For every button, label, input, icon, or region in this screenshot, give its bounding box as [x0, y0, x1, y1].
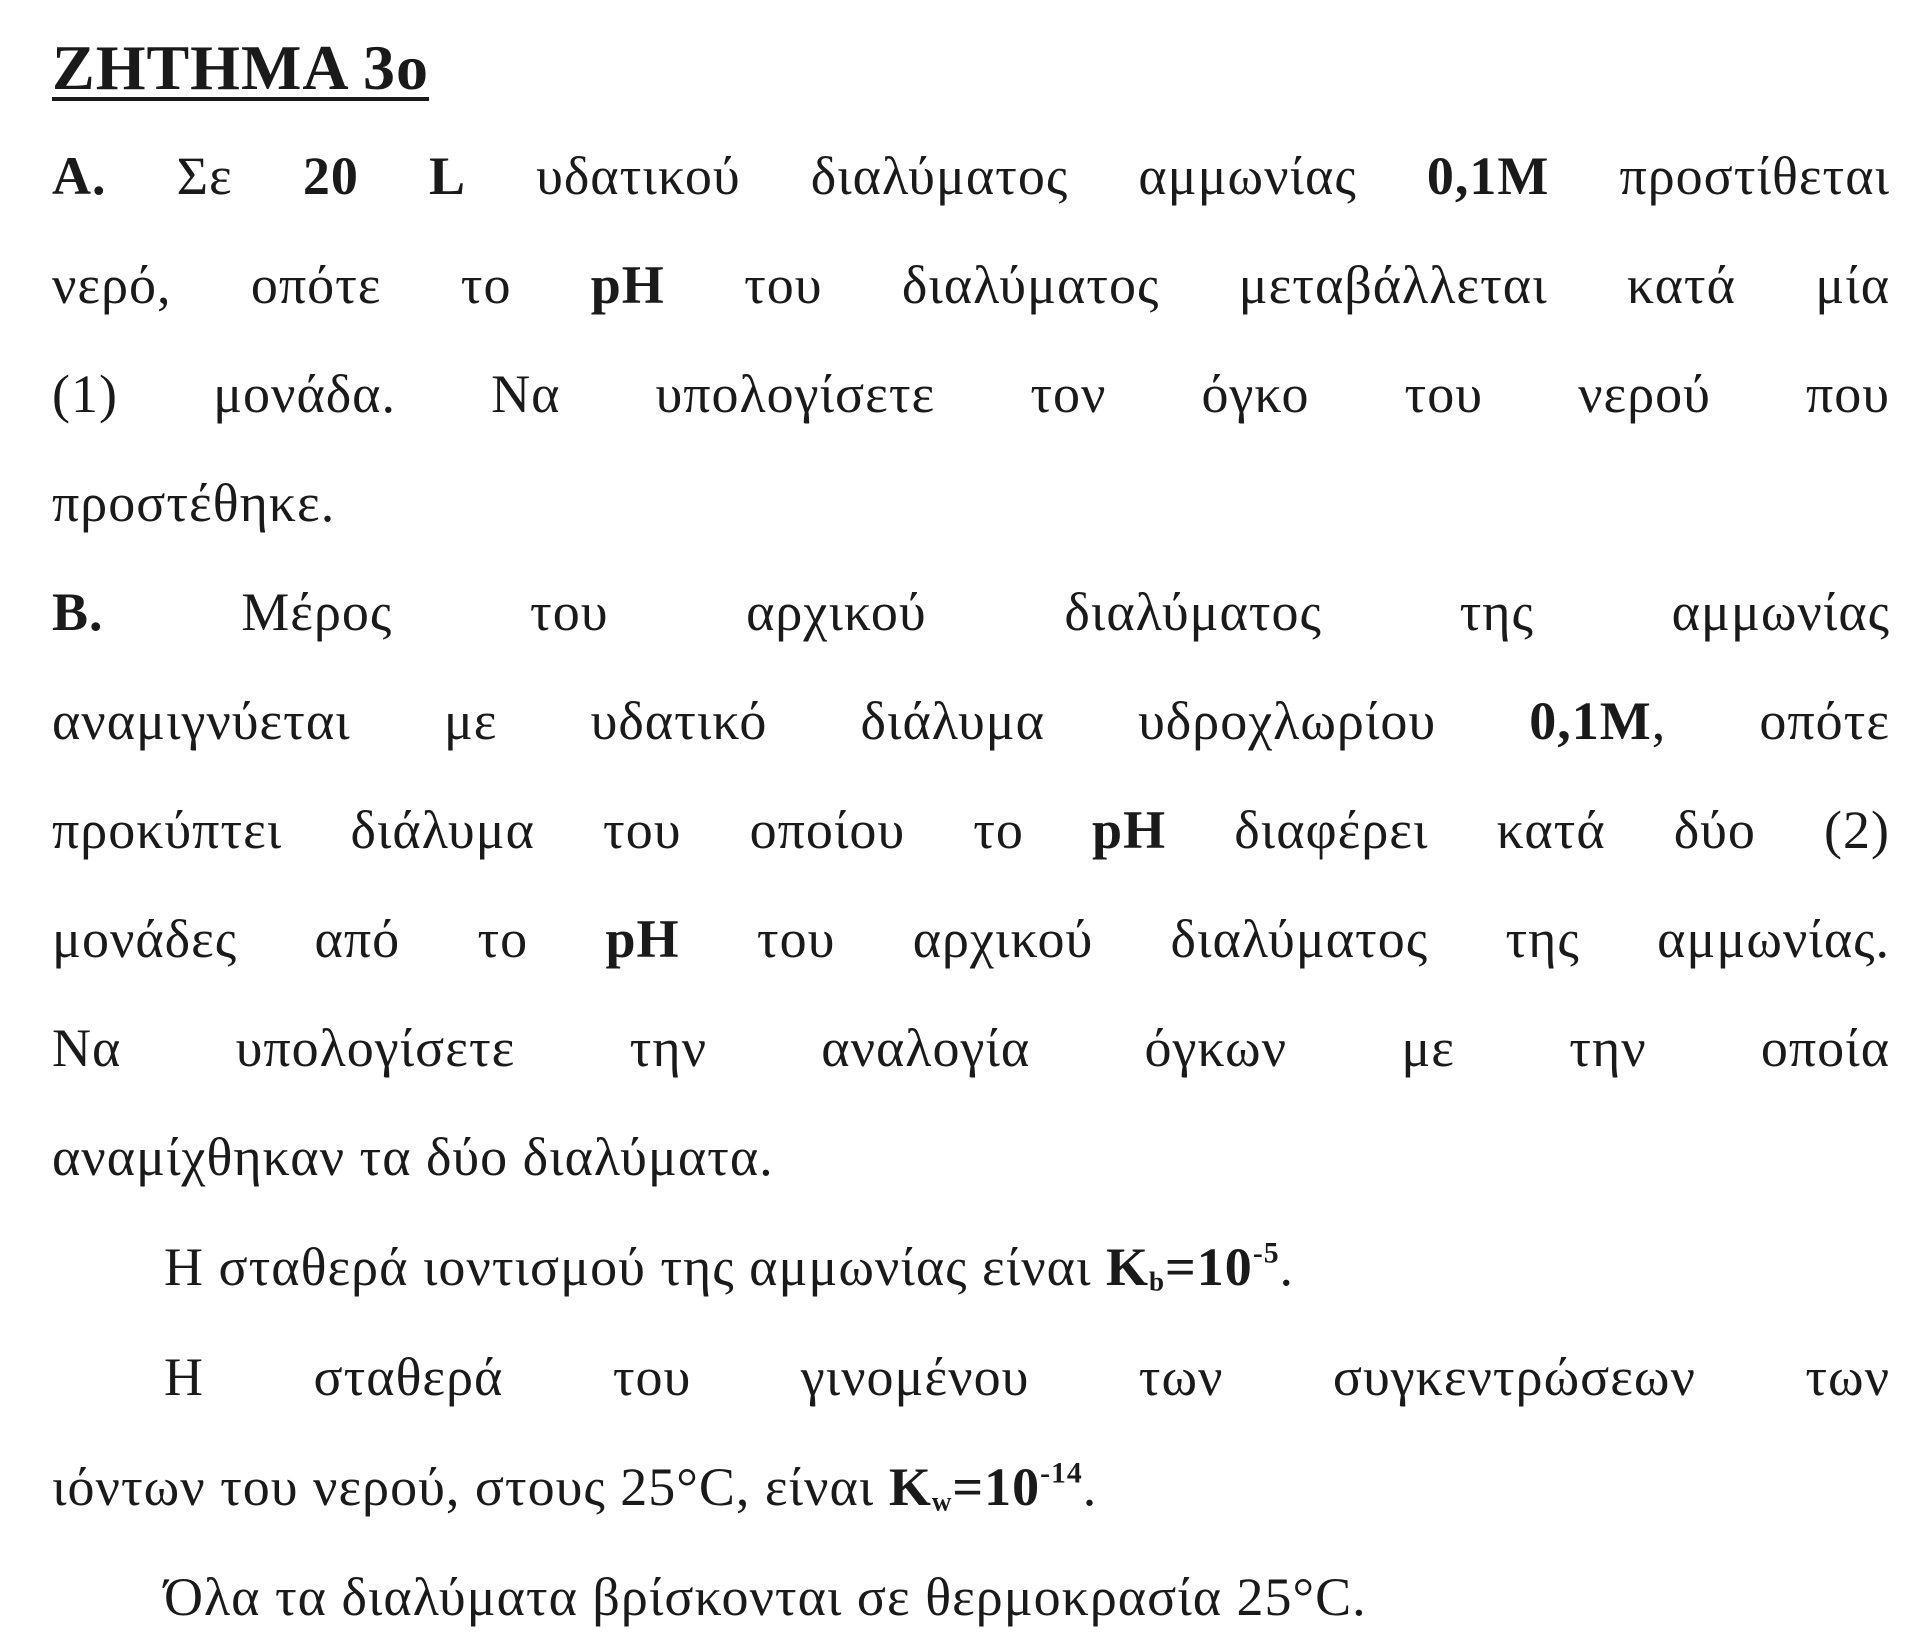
- part-b-concentration: 0,1Μ: [1529, 691, 1652, 751]
- part-b-ph-1: pH: [1092, 800, 1167, 860]
- kb-exponent: -5: [1252, 1237, 1280, 1270]
- temperature-note: [52, 1542, 1890, 1652]
- part-a-line-4: προστέθηκε.: [52, 473, 336, 533]
- part-b-paragraph: [52, 558, 1890, 1212]
- part-b-l2-post: , οπότε: [1651, 691, 1891, 751]
- part-b-line-5: Να υπολογίσετε την αναλογία όγκων με την οποία: [52, 1018, 1890, 1078]
- kw-formula: [889, 1457, 1083, 1517]
- kw-note: [52, 1322, 1890, 1542]
- kw-symbol: K: [888, 1457, 932, 1517]
- part-a-volume: 20 L: [302, 146, 466, 206]
- document-page: [52, 28, 1890, 1652]
- kw-exponent: -14: [1040, 1457, 1083, 1490]
- part-a-line-3: (1) μονάδα. Να υπολογίσετε τον όγκο του νερού που: [52, 364, 1890, 424]
- part-a-l2-pre: νερό, οπότε το: [52, 255, 512, 315]
- part-a-l1-post: προστίθεται: [1619, 146, 1891, 206]
- part-a-paragraph: [52, 122, 1890, 558]
- part-a-concentration: 0,1Μ: [1426, 146, 1550, 206]
- problem-heading: ΖΗΤΗΜΑ 3ο: [52, 32, 430, 103]
- part-a-l1-mid: υδατικού διαλύματος αμμωνίας: [536, 146, 1357, 206]
- temperature-line: Όλα τα διαλύματα βρίσκονται σε θερμοκρασία 25°C.: [164, 1567, 1367, 1627]
- part-a-ph: pH: [590, 255, 665, 315]
- part-a-l2-post: του διαλύματος μεταβάλλεται κατά μία: [744, 255, 1890, 315]
- kb-text: Η σταθερά ιοντισμού της αμμωνίας είναι: [164, 1237, 1092, 1297]
- part-b-line-2: [52, 667, 1890, 776]
- kb-equals: =10: [1165, 1237, 1253, 1297]
- kw-text: ιόντων του νερού, στους 25°C, είναι: [52, 1457, 875, 1517]
- kw-period: .: [1082, 1457, 1098, 1517]
- part-b-line-1: [52, 558, 1890, 667]
- part-b-l3-post: διαφέρει κατά δύο (2): [1234, 800, 1890, 860]
- kw-subscript: w: [931, 1486, 953, 1517]
- kw-line-1: Η σταθερά του γινομένου των συγκεντρώσεων των: [164, 1347, 1890, 1407]
- part-a-l1-pre: Σε: [176, 146, 233, 206]
- part-b-line-4: [52, 885, 1890, 994]
- part-b-l3-pre: προκύπτει διάλυμα του οποίου το: [52, 800, 1024, 860]
- part-b-l1-post: Μέρος του αρχικού διαλύματος της αμμωνίας: [241, 582, 1891, 642]
- part-b-line-6: αναμίχθηκαν τα δύο διαλύματα.: [52, 1127, 774, 1187]
- part-b-line-3: [52, 776, 1890, 885]
- kw-line-2: [52, 1432, 1890, 1542]
- kw-equals: =10: [952, 1457, 1041, 1517]
- kb-note: [52, 1212, 1890, 1322]
- kb-subscript: b: [1149, 1266, 1166, 1297]
- part-b-l4-post: του αρχικού διαλύματος της αμμωνίας.: [756, 909, 1890, 969]
- part-b-ph-2: pH: [605, 909, 680, 969]
- kb-line: [52, 1212, 1890, 1322]
- part-a-label: Α.: [52, 146, 107, 206]
- given-constants: [52, 1212, 1890, 1652]
- part-b-l2-pre: αναμιγνύεται με υδατικό διάλυμα υδροχλωρίου: [52, 691, 1437, 751]
- part-a-line-2: [52, 231, 1890, 340]
- kb-period: .: [1279, 1237, 1295, 1297]
- kb-formula: [1106, 1237, 1280, 1297]
- kb-symbol: K: [1105, 1237, 1149, 1297]
- part-b-label: Β.: [52, 582, 104, 642]
- part-b-l4-pre: μονάδες από το: [52, 909, 529, 969]
- part-a-line-1: [52, 122, 1890, 231]
